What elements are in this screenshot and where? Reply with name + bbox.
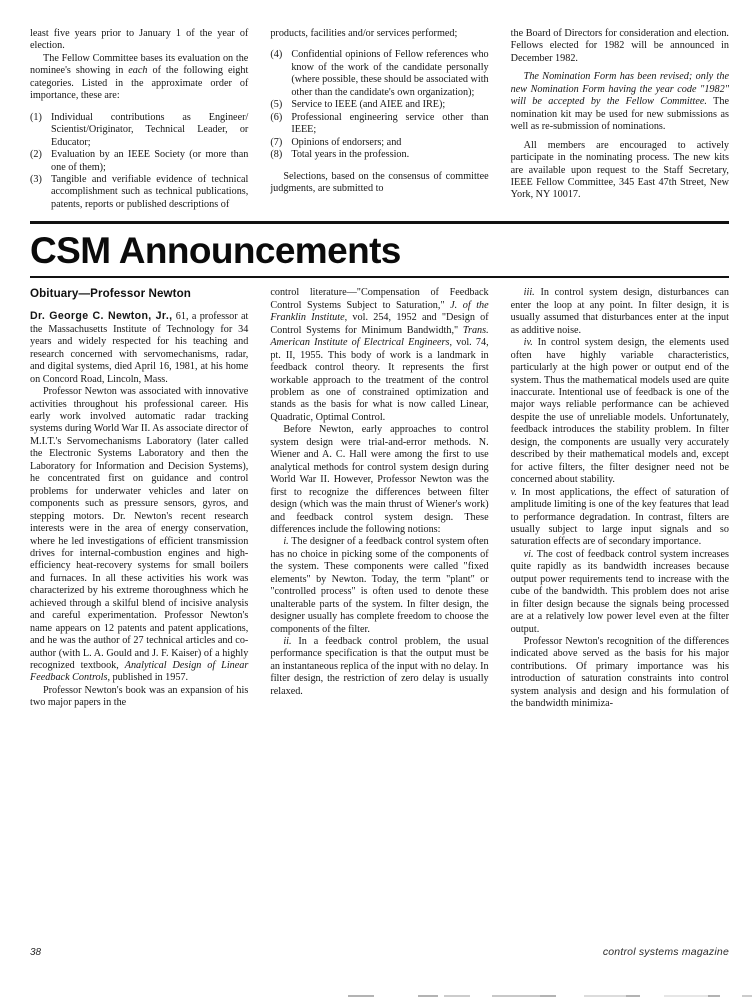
paragraph-nomination-notice: [511, 71, 729, 133]
note-marker-i: i.: [283, 536, 289, 548]
list-item-text: Tangible and verifiable evidence of technical accomplishment such as technical publications, patents, reports or published descriptions of: [51, 173, 249, 210]
list-item: [270, 112, 488, 137]
text-run: In control system design, disturbances can enter the loop at any point. In filter design, it is usually assumed that disturbances enter at the input as additive noise.: [510, 287, 729, 336]
list-item-text: Evaluation by an IEEE Society (or more than one of them);: [51, 149, 249, 173]
text-run: The Fellow Committee bases its evaluation on the nominee's showing in: [30, 52, 249, 77]
text-run: , published in 1957.: [107, 672, 189, 684]
obituary-column-1: [30, 287, 248, 710]
list-item: [30, 174, 248, 211]
paragraph: Before Newton, early approaches to control system design were trial-and-error methods. N. Wiener and A. C. Hall were among the first to use analytical methods for control system design during World War II. However, Professor Newton was the first to recognize the differences between filter design (which was the main thrust of Wiener's work) and feedback control system design. These differences include the following notions:: [270, 424, 489, 535]
paragraph-note-ii: [270, 636, 488, 698]
note-marker-ii: ii.: [283, 636, 292, 648]
obituary-column-2: [270, 287, 488, 710]
text-run: control literature—"Compensation of Feedback Control Systems Subject to Saturation,": [270, 287, 489, 311]
note-marker-v: v.: [510, 486, 517, 498]
list-item-text: Service to IEEE (and AIEE and IRE);: [291, 99, 446, 111]
emphasis-journal-1: J. of the Franklin Institute: [270, 299, 489, 324]
continued-column-1: [30, 28, 248, 211]
text-run: , vol. 254, 1952 and "Design of Control Systems for Minimum Bandwidth,": [270, 312, 489, 336]
deceased-name: Dr. George C. Newton, Jr.,: [30, 310, 173, 323]
paragraph-note-iii: [511, 287, 729, 337]
paragraph: Professor Newton's book was an expansion of his two major papers in the: [30, 684, 249, 709]
emphasis-each: each: [128, 65, 148, 77]
list-item-number: (8): [270, 149, 283, 161]
list-item-text: Professional engineering service other than IEEE;: [291, 111, 489, 136]
page-title: CSM Announcements: [30, 230, 401, 272]
section-subhead: Obituary—Professor Newton: [30, 287, 191, 301]
paragraph-note-iv: [511, 337, 729, 486]
paragraph: [30, 53, 248, 103]
page-number: 38: [30, 947, 42, 958]
paragraph-note-i: [270, 536, 488, 636]
list-item: [30, 149, 248, 174]
text-run: of the following eight categories. Listed in the approximate order of importance, these are:: [30, 65, 249, 102]
list-item-text: Confidential opinions of Fellow references who know of the work of the candidate personally (where possible, these should be associated with other than the candidate's own organization);: [291, 49, 489, 98]
list-item-number: (5): [270, 99, 283, 111]
page-footer: [30, 946, 729, 958]
criteria-list: [30, 112, 248, 212]
list-item-text: Total years in the profession.: [291, 149, 410, 161]
list-item-number: (1): [30, 111, 42, 123]
text-run: In a feedback control problem, the usual performance specification is that the output must be an instantaneous replica of the input with no delay. In filter design, the restriction of zero delay is usually relaxed.: [270, 636, 489, 697]
text-run: The nomination kit may be used for new submissions as well as re-submission of nominations.: [510, 96, 729, 133]
list-item: [270, 137, 488, 149]
text-run: In control system design, the elements used often have highly variable characteristics, particularly at the high power or output end of the system. Thus the mathematical models used are quite inaccurate. Intentional use of feedback is one of the major ways reliable performance can be achieved despite the use of unreliable models. Unfortunately, feedback introduces the stability problem. In filter design, the components are usually very accurately described by their mathematical models and, except for active filters, the filter designer need not be concerned about stability.: [510, 337, 729, 486]
paragraph-continued: [270, 287, 488, 424]
paragraph: [30, 386, 248, 685]
paragraph-note-v: [511, 487, 729, 549]
note-marker-vi: vi.: [523, 548, 534, 560]
obituary-column-3: [511, 287, 729, 710]
text-run: In most applications, the effect of saturation of amplitude limiting is one of the key features that lead to performance degradation. In contrast, filters are usually subject to large input signals and so saturation effects are of secondary importance.: [510, 486, 729, 548]
paragraph: All members are encouraged to actively participate in the nominating process. The new kits are available upon request to the Staff Secretary, IEEE Fellow Committee, 345 East 47th Street, New York, NY 10017.: [510, 139, 729, 201]
paragraph-continued: products, facilities and/or services performed;: [270, 28, 458, 39]
text-run: The designer of a feedback control system often has no choice in picking some of the components of the system. These components were called "fixed elements" by Newton. Today, the term "plant" or "controlled process" is often used to denote these unalterable parts of the system. In filter design, the designer usually has complete freedom to choose the components of the filter.: [270, 536, 489, 635]
text-run: Professor Newton was associated with innovative activities throughout his professional career. His early work involved automatic radar tracking systems during World War II. As associate director of M.I.T.'s Servomechanisms Laboratory (later called the Electronic Systems Laboratory and then the Laboratory for Information and Decision Systems), he concentrated first on guidance and control problems for underwater vehicles and later on components such as pressure sensors, gyros, and stepping motors. Dr. Newton's recent research interests were in the area of energy conservation, where he led investigations of efficient transmission drives for internal-combustion engines and high-efficiency heat-recovery systems for small boilers and furnaces. In all these activities his work was characterized by his extreme thoroughness which he achieved through a skilful blend of incisive analysis and careful experimentation. Professor Newton's name appears on 12 patents and patent applications, and he was the author of 27 technical articles and co-author (with L. A. Gould and J. F. Kaiser) of a highly recognized textbook,: [30, 386, 249, 672]
paragraph: Selections, based on the consensus of committee judgments, are submitted to: [270, 170, 489, 194]
masthead-rule-bottom: [30, 276, 729, 278]
criteria-list-continued: [270, 49, 488, 161]
list-item-number: (3): [30, 173, 42, 185]
list-item-number: (4): [270, 49, 283, 61]
note-marker-iii: iii.: [523, 287, 535, 299]
list-item-number: (2): [30, 149, 42, 161]
continued-column-2: [270, 28, 488, 211]
paragraph-lead: [30, 310, 248, 386]
masthead-rule-top: [30, 221, 729, 224]
magazine-name: control systems magazine: [602, 946, 729, 958]
obituary-section: [30, 287, 729, 710]
continued-column-3: [511, 28, 729, 211]
emphasis-journal-2: Trans. American Institute of Electrical Engineers: [270, 324, 489, 349]
emphasis-nomination-form: The Nomination Form has been revised; only the new Nomination Form having the year code "1982" will be accepted by the Fellow Committee.: [510, 71, 729, 108]
text-run: The cost of feedback control system increases quite rapidly as its bandwidth increases because output power requirements tend to increase with the cube of the bandwidth. This problem does not arise in filter design because the signals being processed are at a relatively low power level even at the filter output.: [510, 548, 729, 635]
list-item-number: (7): [270, 136, 283, 148]
list-item: [270, 99, 488, 111]
list-item: [30, 112, 248, 149]
list-item-text: Individual contributions as Engineer/ Scientist/Originator, Technical Leader, or Educator;: [51, 111, 249, 148]
list-item: [270, 49, 488, 99]
text-run: , vol. 74, pt. II, 1955. This body of work is a landmark in feedback control theory. It represents the first workable approach to the treatment of the control problem as one of constrained optimization and stands as the basis for what is now called Linear, Quadratic, Optimal Control.: [270, 337, 489, 423]
list-item: [270, 149, 488, 161]
paragraph-continued: the Board of Directors for consideration and election. Fellows elected for 1982 will be announced in December 1982.: [510, 28, 729, 64]
emphasis-book-title: Analytical Design of Linear Feedback Controls: [30, 660, 249, 684]
continued-article-section: [30, 28, 729, 211]
paragraph-continued: least five years prior to January 1 of the year of election.: [30, 28, 249, 52]
list-item-text: Opinions of endorsers; and: [291, 136, 402, 148]
paragraph: Professor Newton's recognition of the differences indicated above served as the basis for his major contributions. Of primary importance was his introduction of saturation constraints into control system analysis and design and his formulation of the bandwidth minimiza-: [510, 636, 729, 710]
note-marker-iv: iv.: [523, 337, 533, 349]
paragraph-note-vi: [511, 549, 729, 636]
list-item-number: (6): [270, 111, 283, 123]
text-run: 61, a professor at the Massachusetts Institute of Technology for 34 years and widely respected for his teaching and research concerned with servomechanisms, radar, and digital systems, died April 16, 1981, at his home on Concord Road, Lincoln, Mass.: [30, 311, 249, 385]
